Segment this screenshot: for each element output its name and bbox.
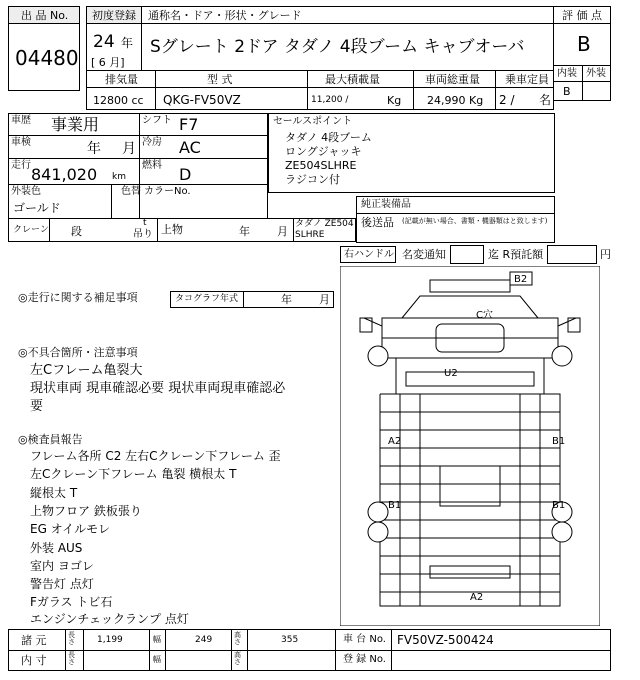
tachograph-label: タコグラフ年式: [175, 294, 239, 304]
cab-body: [396, 358, 544, 394]
reg-month: [ 6 月]: [91, 56, 125, 69]
diagram-label-a2-rear: A2: [470, 592, 484, 603]
interior-label: 内 寸: [21, 654, 47, 667]
top-year: 年: [239, 225, 250, 238]
front-left-wheel: [368, 346, 388, 366]
top-model-2: SLHRE: [295, 230, 325, 240]
reg-year: 24: [93, 32, 115, 52]
first-reg-label-cell: [86, 6, 142, 24]
detail-grid: [8, 113, 268, 219]
tax-label: 迄 R預託額: [488, 248, 544, 261]
first-reg-label: 初度登録: [92, 9, 136, 22]
diagram-label-b1-left: B1: [388, 500, 402, 511]
diagram-label-c-hole: C穴: [476, 310, 493, 321]
left-mirror: [360, 318, 372, 332]
manual-box: [356, 213, 555, 243]
top-model-1: タダノ ZE504: [295, 219, 354, 229]
gross-weight-label: 車両総重量: [425, 73, 480, 86]
length-value: 1,199: [97, 635, 123, 645]
specs-row: [86, 70, 554, 110]
diagram-label-a2-left: A2: [388, 436, 402, 447]
int-rating-cell: [553, 81, 583, 101]
crane-base: [440, 466, 500, 506]
cab-seat: [406, 372, 534, 386]
tachograph-month: 月: [319, 293, 330, 306]
chassis-value: FV50VZ-500424: [397, 633, 494, 647]
lot-number: 04480: [15, 46, 79, 70]
interior-width-label: 幅: [153, 655, 161, 664]
driving-title: ◎走行に関する補足事項: [18, 291, 138, 304]
diagram-label-b2: B2: [514, 274, 528, 285]
mileage-value: 841,020: [31, 165, 98, 184]
width-value: 249: [195, 635, 213, 645]
inspection-month: 月: [122, 141, 136, 157]
int-rating: B: [563, 85, 571, 98]
reg-no-label: 登 録 No.: [343, 654, 386, 665]
sales-points-box: [268, 113, 555, 193]
displacement-value: 12800 cc: [93, 94, 144, 107]
change-notice-label: 名変通知: [402, 248, 446, 261]
color-label: 外装色: [11, 186, 41, 197]
inspector-line-7: 室内 ヨゴレ: [30, 559, 94, 573]
rear-bumper: [430, 566, 510, 578]
capacity-unit: 名: [539, 93, 552, 107]
inspector-line-9: Fガラス トビ石: [30, 595, 113, 609]
crane-row: [8, 218, 356, 242]
fuel-value: D: [179, 165, 192, 184]
name-label-cell: [141, 6, 554, 24]
mirror-bar: [430, 280, 510, 292]
rating-cell: [553, 23, 611, 66]
diagram-label-u2: U2: [444, 368, 458, 379]
max-load-unit: Kg: [387, 94, 402, 107]
steering-value: 右ハンドル: [344, 249, 394, 260]
shift-value: F7: [179, 115, 199, 134]
displacement-label: 排気量: [105, 73, 138, 86]
model-name-cell: [141, 23, 554, 71]
top-month: 月: [277, 225, 288, 238]
interior-length-label: 長さ: [68, 651, 75, 666]
crane-label: クレーン: [13, 225, 49, 235]
int-label: 内装: [557, 68, 577, 79]
mid-left-wheel: [368, 502, 388, 522]
max-load-value: 11,200 /: [311, 95, 349, 105]
tax-box: [547, 245, 597, 264]
width-label: 幅: [153, 635, 161, 644]
rating-label: 評 価 点: [562, 9, 602, 22]
sales-point-2: ロングジャッキ: [285, 145, 362, 158]
interior-height-label: 高さ: [234, 651, 241, 666]
ac-label: 冷房: [142, 137, 162, 148]
int-label-cell: [553, 65, 583, 82]
diagram-label-b1-right: B1: [552, 436, 566, 447]
ext-label-cell: [582, 65, 611, 82]
ext-label: 外装: [586, 68, 606, 79]
mileage-label: 走行: [11, 160, 31, 171]
name-label: 通称名・ドア・形状・グレード: [148, 9, 302, 22]
rear-left-wheel: [368, 522, 388, 542]
manual-label: 後送品: [361, 216, 394, 229]
cab-roof: [402, 296, 538, 318]
inspector-title: ◎検査員報告: [18, 433, 83, 446]
inspector-line-10: エンジンチェックランプ 点灯: [30, 612, 189, 626]
rear-right-wheel: [552, 522, 572, 542]
footer-table: [8, 629, 611, 671]
inspector-line-5: EG オイルモレ: [30, 522, 111, 536]
color-no-label: カラーNo.: [144, 186, 191, 197]
inspection-year: 年: [87, 141, 101, 157]
rating-label-cell: [553, 6, 611, 24]
truck-diagram: [340, 266, 600, 626]
genuine-box: [356, 196, 555, 214]
length-label: 長さ: [68, 631, 75, 646]
front-right-wheel: [552, 346, 572, 366]
defect-line-1: 左Cフレーム亀裂大: [30, 363, 143, 378]
capacity-label: 乗車定員: [505, 73, 549, 86]
color-value: ゴールド: [13, 201, 61, 215]
height-value: 355: [281, 635, 299, 645]
rating-value: B: [577, 32, 591, 56]
max-load-label: 最大積載量: [325, 73, 380, 86]
model-code: QKG-FV50VZ: [163, 93, 241, 107]
height-label: 高さ: [234, 631, 241, 646]
manual-note: (記載が無い場合、書類・機器類はと致します): [402, 217, 548, 225]
ac-value: AC: [179, 138, 201, 157]
tax-unit: 円: [600, 248, 611, 261]
chassis-label: 車 台 No.: [343, 634, 386, 645]
top-label: 上物: [161, 223, 183, 236]
history-label: 車歴: [11, 115, 31, 126]
defect-line-2: 現状車両 現車確認必要 現状車両現車確認必: [30, 381, 286, 396]
inspector-line-3: 縦根太 T: [30, 486, 78, 500]
crane-hoist: 吊り: [133, 229, 153, 240]
sales-label: セールスポイント: [273, 116, 353, 127]
diagram-label-b1-right-rear: B1: [552, 500, 566, 511]
ext-rating-cell: [582, 81, 611, 101]
genuine-label: 純正装備品: [361, 199, 411, 210]
sales-point-4: ラジコン付: [285, 173, 340, 186]
history-value: 事業用: [51, 115, 100, 134]
model-label: 型 式: [207, 73, 233, 86]
mileage-unit: km: [112, 172, 126, 182]
first-reg-cell: [86, 23, 142, 71]
sales-point-1: タダノ 4段ブーム: [285, 131, 372, 144]
shift-label: シフト: [142, 115, 172, 126]
inspector-line-8: 警告灯 点灯: [30, 577, 94, 591]
defect-title: ◎不具合箇所・注意事項: [18, 346, 138, 359]
change-notice-box: [450, 245, 484, 264]
color-change-label: 色替: [121, 186, 141, 197]
dims-label: 諸 元: [21, 634, 47, 647]
capacity-value: 2 /: [499, 93, 515, 107]
reg-year-unit: 年: [121, 36, 134, 50]
gross-weight-value: 24,990 Kg: [427, 94, 484, 107]
tachograph-year: 年: [281, 293, 292, 306]
fuel-label: 燃料: [142, 160, 162, 171]
lot-number-cell: [8, 23, 80, 91]
defect-line-3: 要: [30, 399, 44, 414]
inspector-line-2: 左Cクレーン下フレーム 亀裂 横根太 T: [30, 467, 237, 481]
model-name: Sグレート 2ドア タダノ 4段ブーム キャブオーバ: [150, 37, 525, 57]
steering-box: [340, 246, 396, 263]
inspector-line-6: 外装 AUS: [30, 541, 83, 555]
tachograph-box: [170, 291, 334, 308]
crane-ton: t: [143, 218, 147, 228]
inspector-line-4: 上物フロア 鉄板張り: [30, 504, 142, 518]
inspection-label: 車検: [11, 137, 31, 148]
lot-label: 出 品 No.: [21, 9, 69, 22]
lot-label-cell: [8, 6, 80, 24]
right-mirror: [568, 318, 580, 332]
sales-point-3: ZE504SLHRE: [285, 159, 357, 172]
crane-stage: 段: [71, 225, 82, 238]
inspector-line-1: フレーム各所 C2 左右Cクレーン下フレーム 歪: [30, 449, 281, 463]
